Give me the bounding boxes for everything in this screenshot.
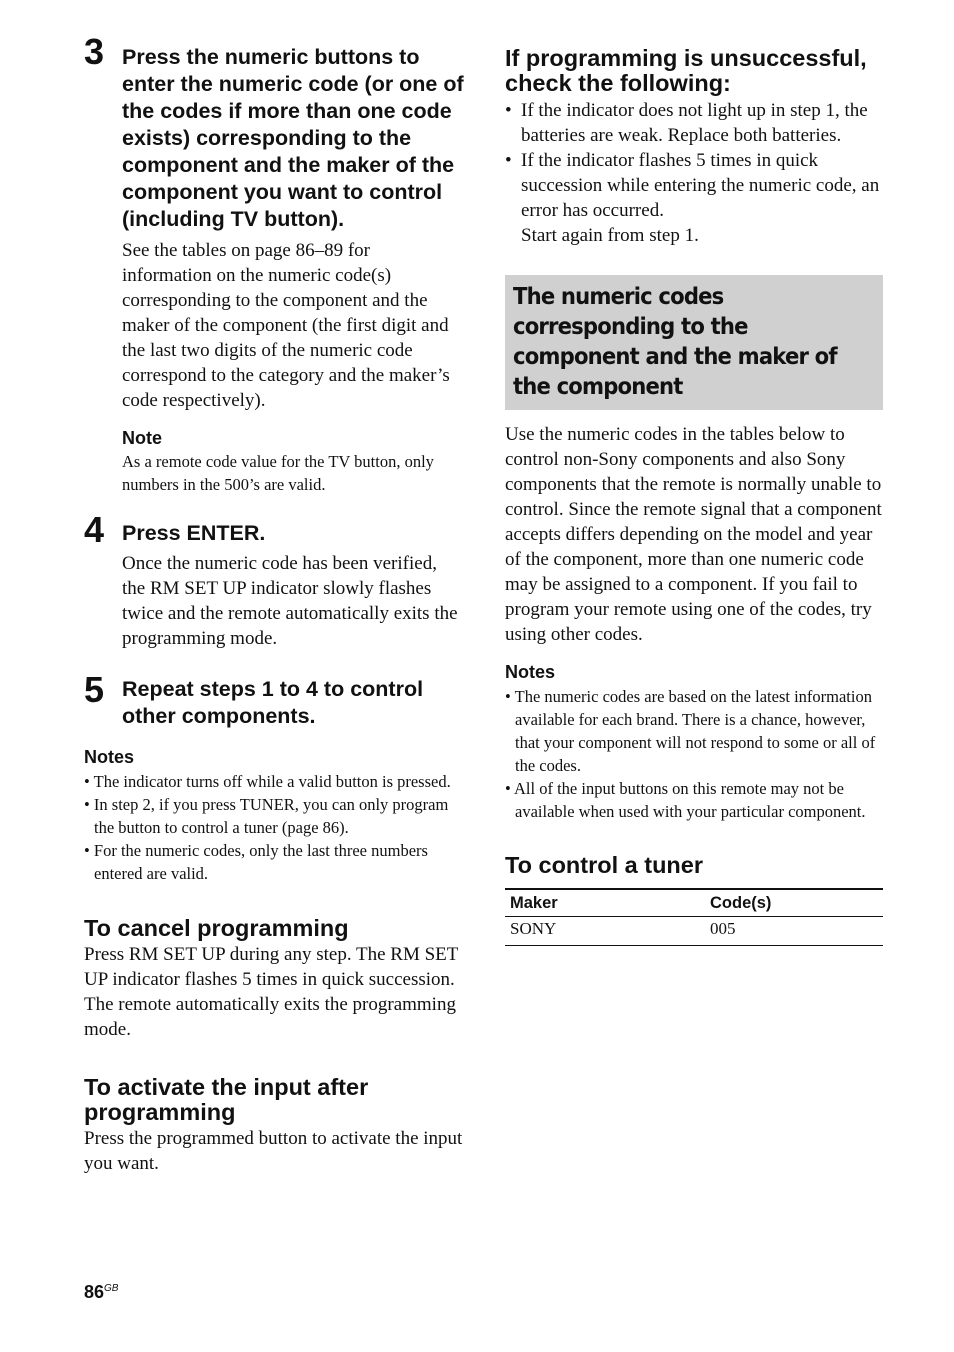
cancel-body: Press RM SET UP during any step. The RM SET UP indicator flashes 5 times in quick succession. The remote automatically exits the programming mode. [84, 944, 459, 1040]
step-3 [84, 31, 464, 496]
note-item: • The indicator turns off while a valid button is pressed. [84, 770, 464, 793]
note-item: • In step 2, if you press TUNER, you can only program the button to control a tuner (page 86). [84, 793, 464, 839]
code-cell: 005 [705, 917, 883, 946]
codes-body: Use the numeric codes in the tables below to control non-Sony components and also Sony components that the remote is normally unable to control. Since the remote signal that a component accepts differs depending on the model and year of the component, more than one numeric code may be assigned to a component. If you fail to program your remote using one of the codes, try using other codes. [505, 424, 882, 645]
maker-cell: SONY [505, 917, 705, 946]
step-body: Once the numeric code has been verified, the RM SET UP indicator slowly flashes twice and the remote automatically exits the programming mode. [122, 553, 458, 649]
step-heading: Repeat steps 1 to 4 to control other components. [122, 677, 424, 728]
tuner-table [505, 888, 883, 946]
notes-list [505, 685, 883, 823]
step-number: 5 [84, 669, 105, 710]
restart-text: Start again from step 1. [521, 225, 699, 246]
notes-block [505, 661, 883, 823]
page-number [84, 1282, 118, 1303]
step-number: 3 [84, 31, 105, 72]
column-header-codes: Code(s) [705, 889, 883, 917]
note-item: • The numeric codes are based on the latest information available for each brand. There is a chance, however, that your component will not respond to some or all of the codes. [505, 685, 883, 777]
step-5 [84, 669, 464, 730]
section-banner [505, 275, 883, 410]
right-column [505, 46, 883, 946]
notes-list [84, 770, 464, 885]
activate-section [84, 1075, 464, 1176]
page-region-suffix: GB [104, 1283, 119, 1294]
notes-block [84, 746, 464, 885]
note-text: As a remote code value for the TV button, only numbers in the 500’s are valid. [122, 452, 434, 494]
table-row [505, 917, 883, 946]
column-header-maker: Maker [505, 889, 705, 917]
step-number: 4 [84, 509, 105, 550]
note-title: Note [122, 428, 162, 448]
cancel-heading: To cancel programming [84, 915, 349, 941]
notes-title: Notes [505, 662, 556, 682]
unsuccessful-section [505, 46, 883, 248]
left-column [84, 31, 464, 1176]
page-number-value: 86 [84, 1282, 105, 1302]
unsuccessful-list [505, 98, 883, 223]
check-item: • If the indicator does not light up in step 1, the batteries are weak. Replace both batteries. [505, 98, 883, 148]
step-body: See the tables on page 86–89 for information on the numeric code(s) corresponding to the component and the maker of the component (the first digit and the last two digits of the numeric code correspond to the category and the maker’s code respectively). [122, 240, 450, 411]
step-heading: Press ENTER. [122, 521, 266, 545]
unsuccessful-heading: If programming is unsuccessful, check the following: [505, 45, 867, 96]
check-item: • If the indicator flashes 5 times in quick succession while entering the numeric code, an error has occurred. [505, 148, 883, 223]
table-header-row [505, 889, 883, 917]
tuner-heading: To control a tuner [505, 852, 704, 878]
step-4 [84, 509, 464, 651]
activate-body: Press the programmed button to activate the input you want. [84, 1128, 463, 1174]
step-heading: Press the numeric buttons to enter the numeric code (or one of the codes if more than one code exists) corresponding to the component and the maker of the component you want to control (including TV button). [122, 45, 464, 231]
tuner-section [505, 853, 883, 946]
note-item: • For the numeric codes, only the last three numbers entered are valid. [84, 839, 464, 885]
note-item: • All of the input buttons on this remote may not be available when used with your particular component. [505, 777, 883, 823]
activate-heading: To activate the input after programming [84, 1074, 369, 1125]
notes-title: Notes [84, 747, 135, 767]
banner-heading: The numeric codes corresponding to the component and the maker of the component [513, 284, 837, 400]
cancel-section [84, 916, 464, 1042]
